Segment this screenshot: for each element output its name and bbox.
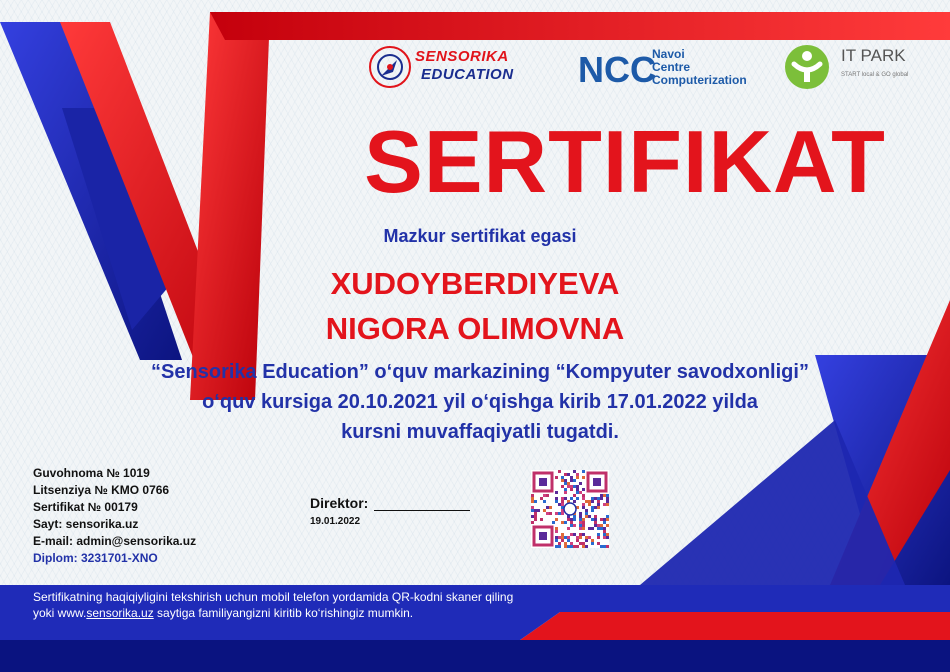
qr-module — [591, 542, 594, 545]
qr-module — [603, 494, 606, 497]
qr-module — [576, 539, 579, 542]
qr-module — [600, 497, 603, 500]
qr-module — [585, 509, 588, 512]
qr-module — [606, 524, 609, 527]
qr-module — [546, 506, 549, 509]
qr-module — [606, 494, 609, 497]
qr-module — [582, 497, 585, 500]
qr-module — [588, 527, 591, 530]
navoi-centre-computerization-logo — [576, 44, 766, 94]
qr-module — [597, 503, 600, 506]
qr-module — [561, 539, 564, 542]
ncc-line-2: Centre — [652, 60, 691, 74]
logo-line-1: SENSORIKA — [415, 48, 509, 65]
guvohnoma: Guvohnoma № 1019 — [33, 466, 150, 480]
qr-module — [570, 488, 573, 491]
qr-module — [603, 527, 606, 530]
qr-module — [573, 479, 576, 482]
qr-module — [606, 497, 609, 500]
qr-module — [561, 479, 564, 482]
qr-module — [597, 533, 600, 536]
qr-module — [558, 545, 561, 548]
ribbon-red-top — [210, 12, 950, 40]
qr-module — [582, 533, 585, 536]
qr-module — [606, 515, 609, 518]
qr-module — [558, 536, 561, 539]
qr-module — [531, 515, 534, 518]
qr-module — [534, 515, 537, 518]
qr-module — [555, 518, 558, 521]
qr-module — [594, 521, 597, 524]
qr-module — [552, 521, 555, 524]
qr-module — [579, 482, 582, 485]
qr-module — [582, 545, 585, 548]
email[interactable]: E-mail: admin@sensorika.uz — [33, 534, 197, 548]
qr-module — [561, 536, 564, 539]
ncc-mark-icon — [576, 46, 656, 90]
qr-module — [597, 527, 600, 530]
qr-module — [564, 542, 567, 545]
qr-module — [582, 527, 585, 530]
qr-module — [564, 491, 567, 494]
qr-module — [591, 518, 594, 521]
qr-module — [579, 524, 582, 527]
qr-module — [558, 512, 561, 515]
qr-module — [597, 506, 600, 509]
qr-module — [543, 500, 546, 503]
qr-module — [585, 539, 588, 542]
qr-module — [582, 503, 585, 506]
qr-module — [567, 473, 570, 476]
qr-module — [558, 470, 561, 473]
qr-module — [555, 491, 558, 494]
qr-module — [585, 536, 588, 539]
qr-module — [570, 542, 573, 545]
qr-module — [591, 500, 594, 503]
qr-module — [549, 506, 552, 509]
qr-module — [597, 500, 600, 503]
qr-module — [576, 476, 579, 479]
sertifikat-number: Sertifikat № 00179 — [33, 500, 138, 514]
qr-module — [603, 503, 606, 506]
qr-module — [603, 530, 606, 533]
qr-module — [555, 476, 558, 479]
qr-module — [573, 494, 576, 497]
qr-module — [603, 545, 606, 548]
qr-module — [576, 545, 579, 548]
qr-module — [594, 497, 597, 500]
qr-module — [579, 533, 582, 536]
qr-module — [588, 500, 591, 503]
qr-module — [579, 542, 582, 545]
qr-module — [603, 521, 606, 524]
qr-module — [555, 527, 558, 530]
qr-module — [564, 497, 567, 500]
qr-module — [600, 524, 603, 527]
qr-module — [567, 545, 570, 548]
qr-module — [579, 527, 582, 530]
qr-module — [561, 503, 564, 506]
qr-module — [567, 485, 570, 488]
qr-module — [591, 527, 594, 530]
qr-module — [555, 500, 558, 503]
qr-module — [567, 482, 570, 485]
qr-module — [606, 500, 609, 503]
qr-module — [588, 515, 591, 518]
owner-label: Mazkur sertifikat egasi — [383, 226, 577, 246]
qr-module — [561, 497, 564, 500]
qr-module — [531, 521, 534, 524]
it-park-logo — [780, 42, 930, 92]
qr-module — [564, 473, 567, 476]
qr-module — [531, 509, 534, 512]
qr-module — [567, 527, 570, 530]
qr-module — [606, 536, 609, 539]
qr-module — [555, 497, 558, 500]
director-label: Direktor: — [310, 495, 369, 511]
diplom-number: Diplom: 3231701-XNO — [33, 551, 158, 565]
sensorika-emblem-icon — [367, 44, 413, 90]
qr-module — [582, 470, 585, 473]
qr-module — [591, 497, 594, 500]
qr-module — [576, 497, 579, 500]
qr-module — [579, 512, 582, 515]
qr-module — [534, 512, 537, 515]
qr-module — [582, 488, 585, 491]
qr-module — [573, 500, 576, 503]
qr-module — [555, 539, 558, 542]
ncc-line-3: Computerization — [652, 73, 747, 87]
body-line-3: kursni muvaffaqiyatli tugatdi. — [341, 421, 619, 443]
website[interactable]: Sayt: sensorika.uz — [33, 517, 139, 531]
qr-module — [576, 491, 579, 494]
qr-module — [585, 512, 588, 515]
qr-module — [531, 494, 534, 497]
qr-module — [564, 482, 567, 485]
qr-module — [576, 488, 579, 491]
qr-module — [576, 473, 579, 476]
qr-module — [567, 539, 570, 542]
qr-module — [573, 515, 576, 518]
issue-date: 19.01.2022 — [310, 516, 361, 527]
director-signature — [310, 495, 470, 527]
footer-note — [33, 589, 513, 621]
qr-module — [573, 518, 576, 521]
qr-module — [561, 521, 564, 524]
qr-module — [606, 503, 609, 506]
qr-module — [561, 485, 564, 488]
qr-module — [570, 545, 573, 548]
qr-module — [579, 515, 582, 518]
qr-module — [600, 518, 603, 521]
qr-module — [585, 500, 588, 503]
qr-module — [564, 479, 567, 482]
qr-module — [570, 476, 573, 479]
qr-module — [573, 545, 576, 548]
qr-module — [606, 518, 609, 521]
qr-module — [546, 512, 549, 515]
holder-surname: XUDOYBERDIYEVA — [330, 266, 620, 301]
qr-module — [585, 545, 588, 548]
qr-module — [579, 518, 582, 521]
qr-module — [582, 476, 585, 479]
qr-module — [540, 518, 543, 521]
footer-prefix: yoki www. — [33, 606, 87, 620]
qr-module — [582, 542, 585, 545]
qr-module — [534, 500, 537, 503]
qr-module — [582, 494, 585, 497]
qr-module — [594, 524, 597, 527]
qr-module — [543, 509, 546, 512]
qr-module — [531, 506, 534, 509]
qr-module — [573, 524, 576, 527]
ncc-mark-text: NCC — [578, 49, 656, 90]
qr-module — [570, 518, 573, 521]
qr-module — [582, 506, 585, 509]
qr-module — [588, 536, 591, 539]
qr-module — [567, 518, 570, 521]
qr-module — [591, 509, 594, 512]
qr-module — [534, 518, 537, 521]
qr-module — [570, 521, 573, 524]
qr-module — [591, 539, 594, 542]
qr-module — [570, 497, 573, 500]
sensorika-education-logo — [365, 42, 530, 92]
qr-module — [564, 488, 567, 491]
qr-module — [597, 524, 600, 527]
qr-module — [558, 503, 561, 506]
footer-suffix: saytiga familiyangizni kiritib ko‘rishingiz mumkin. — [153, 606, 414, 620]
footer-band-dark — [0, 640, 950, 672]
it-park-name: IT PARK — [841, 46, 906, 65]
qr-module — [597, 497, 600, 500]
qr-module — [555, 536, 558, 539]
certificate-details — [33, 465, 196, 567]
qr-module — [603, 533, 606, 536]
it-park-emblem-icon — [780, 42, 834, 92]
qr-module — [561, 500, 564, 503]
body-line-2: o‘quv kursiga 20.10.2021 yil o‘qishga kirib 17.01.2022 yilda — [202, 391, 758, 413]
qr-module — [579, 491, 582, 494]
qr-module — [603, 536, 606, 539]
qr-module — [582, 518, 585, 521]
certificate-title: SERTIFIKAT — [364, 112, 886, 211]
qr-module — [561, 476, 564, 479]
qr-module — [573, 485, 576, 488]
qr-module — [564, 545, 567, 548]
qr-module — [600, 494, 603, 497]
it-park-tagline: START local & GO global — [841, 72, 909, 78]
qr-module — [534, 509, 537, 512]
ncc-line-1: Navoi — [652, 47, 685, 61]
qr-module — [555, 530, 558, 533]
qr-module — [570, 479, 573, 482]
qr-module — [555, 512, 558, 515]
qr-module — [600, 527, 603, 530]
qr-module — [564, 536, 567, 539]
qr-module — [570, 524, 573, 527]
body-line-1: “Sensorika Education” o‘quv markazining “Kompyuter savodxonligi” — [151, 361, 809, 383]
qr-module — [549, 512, 552, 515]
footer-line-1: Sertifikatning haqiqiyligini tekshirish uchun mobil telefon yordamida QR-kodni skaner qiling — [33, 590, 514, 604]
qr-module — [579, 521, 582, 524]
qr-module — [567, 536, 570, 539]
qr-module — [591, 506, 594, 509]
qr-module — [561, 533, 564, 536]
qr-code[interactable] — [531, 470, 609, 548]
qr-module — [579, 536, 582, 539]
qr-module — [594, 515, 597, 518]
qr-module — [576, 485, 579, 488]
qr-module — [558, 542, 561, 545]
qr-module — [540, 497, 543, 500]
qr-module — [594, 518, 597, 521]
qr-module — [588, 503, 591, 506]
qr-module — [531, 497, 534, 500]
footer-band-red — [520, 612, 950, 640]
ncc-text — [652, 48, 747, 87]
holder-given-names: NIGORA OLIMOVNA — [325, 311, 625, 346]
qr-module — [597, 536, 600, 539]
qr-module — [570, 533, 573, 536]
qr-module — [573, 470, 576, 473]
qr-module — [585, 515, 588, 518]
logo-line-2: EDUCATION — [421, 66, 514, 83]
litsenziya: Litsenziya № KMO 0766 — [33, 483, 170, 497]
qr-module — [546, 494, 549, 497]
signature-line — [374, 492, 470, 511]
qr-module — [564, 521, 567, 524]
qr-module — [603, 518, 606, 521]
qr-module — [570, 485, 573, 488]
qr-module — [582, 521, 585, 524]
qr-module — [582, 524, 585, 527]
qr-module — [597, 542, 600, 545]
qr-module — [555, 545, 558, 548]
qr-module — [537, 509, 540, 512]
qr-module — [543, 494, 546, 497]
qr-module — [561, 512, 564, 515]
qr-module — [531, 500, 534, 503]
qr-module — [573, 533, 576, 536]
qr-module — [606, 545, 609, 548]
qr-module — [594, 506, 597, 509]
qr-module — [600, 545, 603, 548]
footer-website-link[interactable]: sensorika.uz — [86, 606, 154, 620]
qr-module — [606, 533, 609, 536]
footer-line-2 — [33, 605, 513, 621]
qr-module — [576, 536, 579, 539]
